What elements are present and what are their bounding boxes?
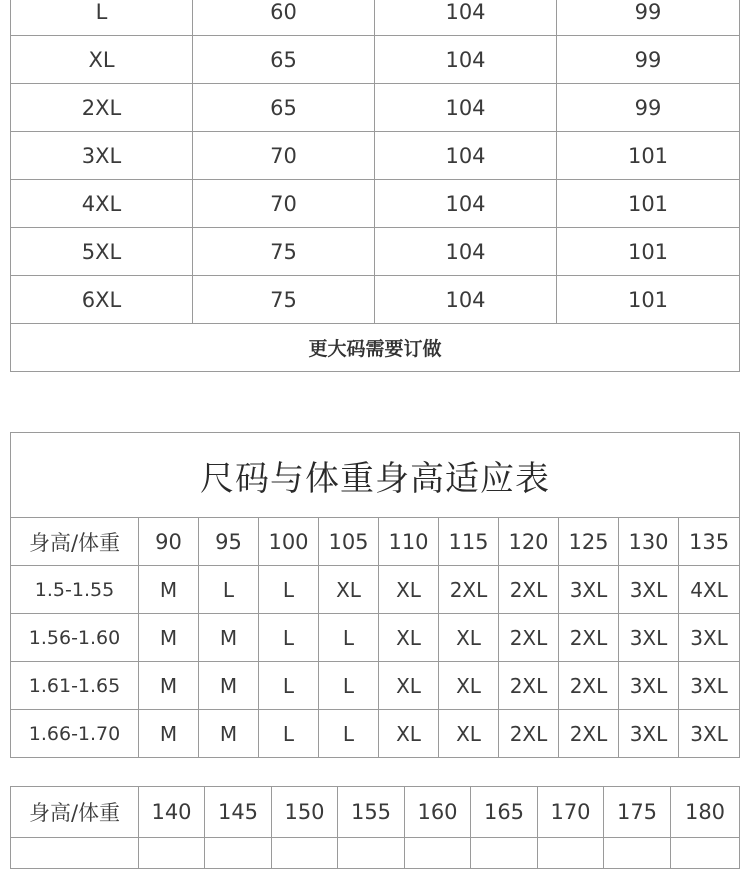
size-chart-table: [10, 0, 740, 372]
size-label-cell: 6XL: [11, 276, 193, 324]
size-cell: [538, 838, 604, 869]
weight-header-cell: 180: [671, 787, 740, 838]
size-cell: M: [139, 614, 199, 662]
size-cell: [205, 838, 272, 869]
weight-header-cell: 115: [439, 518, 499, 566]
size-cell: [139, 838, 205, 869]
note-row: [11, 324, 740, 372]
height-range-cell: 1.66-1.70: [11, 710, 139, 758]
weight-header-cell: 110: [379, 518, 439, 566]
weight-height-continued-body: [11, 787, 740, 869]
weight-header-cell: 105: [319, 518, 379, 566]
weight-header-cell: 165: [471, 787, 538, 838]
size-label-cell: 3XL: [11, 132, 193, 180]
size-cell: L: [259, 566, 319, 614]
chart-title: 尺码与体重身高适应表: [11, 433, 740, 518]
weight-header-cell: 140: [139, 787, 205, 838]
size-cell: XL: [379, 662, 439, 710]
measurement-cell: 99: [557, 0, 740, 36]
height-row: [11, 710, 740, 758]
size-cell: XL: [439, 614, 499, 662]
size-cell: 2XL: [499, 614, 559, 662]
size-cell: 2XL: [559, 662, 619, 710]
size-cell: L: [259, 710, 319, 758]
size-cell: 3XL: [619, 710, 679, 758]
weight-header-cell: 155: [338, 787, 405, 838]
size-cell: 2XL: [499, 662, 559, 710]
size-row: [11, 276, 740, 324]
weight-header-cell: 135: [679, 518, 740, 566]
measurement-cell: 101: [557, 180, 740, 228]
weight-height-table-continued: [10, 786, 740, 869]
size-cell: XL: [439, 710, 499, 758]
measurement-cell: 104: [375, 180, 557, 228]
size-label-cell: 2XL: [11, 84, 193, 132]
height-weight-header: 身高/体重: [11, 518, 139, 566]
size-cell: XL: [379, 614, 439, 662]
weight-header-cell: 130: [619, 518, 679, 566]
weight-height-table: [10, 432, 740, 758]
measurement-cell: 65: [193, 36, 375, 84]
size-cell: 3XL: [619, 614, 679, 662]
size-label-cell: 5XL: [11, 228, 193, 276]
size-cell: 3XL: [619, 566, 679, 614]
weight-header-cell: 120: [499, 518, 559, 566]
size-cell: L: [319, 614, 379, 662]
height-row: [11, 566, 740, 614]
measurement-cell: 75: [193, 276, 375, 324]
measurement-cell: 60: [193, 0, 375, 36]
height-range-cell: 1.5-1.55: [11, 566, 139, 614]
size-label-cell: XL: [11, 36, 193, 84]
size-cell: 4XL: [679, 566, 740, 614]
size-cell: M: [139, 566, 199, 614]
weight-header-cell: 125: [559, 518, 619, 566]
size-cell: 3XL: [619, 662, 679, 710]
height-row: [11, 662, 740, 710]
size-cell: L: [319, 710, 379, 758]
weight-height-body: [11, 433, 740, 758]
size-cell: L: [319, 662, 379, 710]
size-row: [11, 180, 740, 228]
size-cell: [338, 838, 405, 869]
measurement-cell: 75: [193, 228, 375, 276]
size-cell: 2XL: [499, 710, 559, 758]
custom-size-note: 更大码需要订做: [11, 324, 740, 372]
measurement-cell: 104: [375, 276, 557, 324]
height-range-cell: 1.61-1.65: [11, 662, 139, 710]
size-cell: [405, 838, 471, 869]
weight-header-cell: 160: [405, 787, 471, 838]
weight-header-row: [11, 518, 740, 566]
size-cell: 2XL: [439, 566, 499, 614]
size-cell: L: [259, 614, 319, 662]
measurement-cell: 101: [557, 132, 740, 180]
size-label-cell: 4XL: [11, 180, 193, 228]
title-row: [11, 433, 740, 518]
size-cell: [11, 838, 139, 869]
size-row: [11, 0, 740, 36]
size-cell: M: [139, 710, 199, 758]
size-cell: M: [199, 614, 259, 662]
size-row: [11, 132, 740, 180]
measurement-cell: 104: [375, 132, 557, 180]
size-cell: M: [199, 662, 259, 710]
height-row: [11, 838, 740, 869]
size-label-cell: L: [11, 0, 193, 36]
measurement-cell: 101: [557, 276, 740, 324]
size-cell: 3XL: [679, 614, 740, 662]
height-weight-header: 身高/体重: [11, 787, 139, 838]
size-row: [11, 228, 740, 276]
weight-header-cell: 100: [259, 518, 319, 566]
size-chart-body: [11, 0, 740, 372]
measurement-cell: 104: [375, 84, 557, 132]
size-row: [11, 84, 740, 132]
size-cell: M: [139, 662, 199, 710]
size-cell: XL: [379, 710, 439, 758]
weight-header-cell: 90: [139, 518, 199, 566]
size-cell: [272, 838, 338, 869]
weight-header-cell: 150: [272, 787, 338, 838]
measurement-cell: 70: [193, 132, 375, 180]
size-cell: M: [199, 710, 259, 758]
measurement-cell: 70: [193, 180, 375, 228]
weight-header-cell: 175: [604, 787, 671, 838]
size-cell: L: [259, 662, 319, 710]
size-cell: L: [199, 566, 259, 614]
size-cell: 2XL: [559, 614, 619, 662]
size-cell: 3XL: [679, 710, 740, 758]
size-cell: 3XL: [679, 662, 740, 710]
size-cell: XL: [439, 662, 499, 710]
height-row: [11, 614, 740, 662]
size-cell: 2XL: [499, 566, 559, 614]
size-cell: 2XL: [559, 710, 619, 758]
measurement-cell: 101: [557, 228, 740, 276]
weight-header-cell: 95: [199, 518, 259, 566]
size-row: [11, 36, 740, 84]
weight-header-cell: 145: [205, 787, 272, 838]
weight-header-cell: 170: [538, 787, 604, 838]
size-cell: XL: [379, 566, 439, 614]
measurement-cell: 104: [375, 36, 557, 84]
measurement-cell: 65: [193, 84, 375, 132]
size-cell: [671, 838, 740, 869]
size-cell: 3XL: [559, 566, 619, 614]
weight-header-row: [11, 787, 740, 838]
size-cell: [471, 838, 538, 869]
measurement-cell: 104: [375, 0, 557, 36]
measurement-cell: 99: [557, 84, 740, 132]
height-range-cell: 1.56-1.60: [11, 614, 139, 662]
measurement-cell: 104: [375, 228, 557, 276]
measurement-cell: 99: [557, 36, 740, 84]
size-cell: XL: [319, 566, 379, 614]
size-cell: [604, 838, 671, 869]
